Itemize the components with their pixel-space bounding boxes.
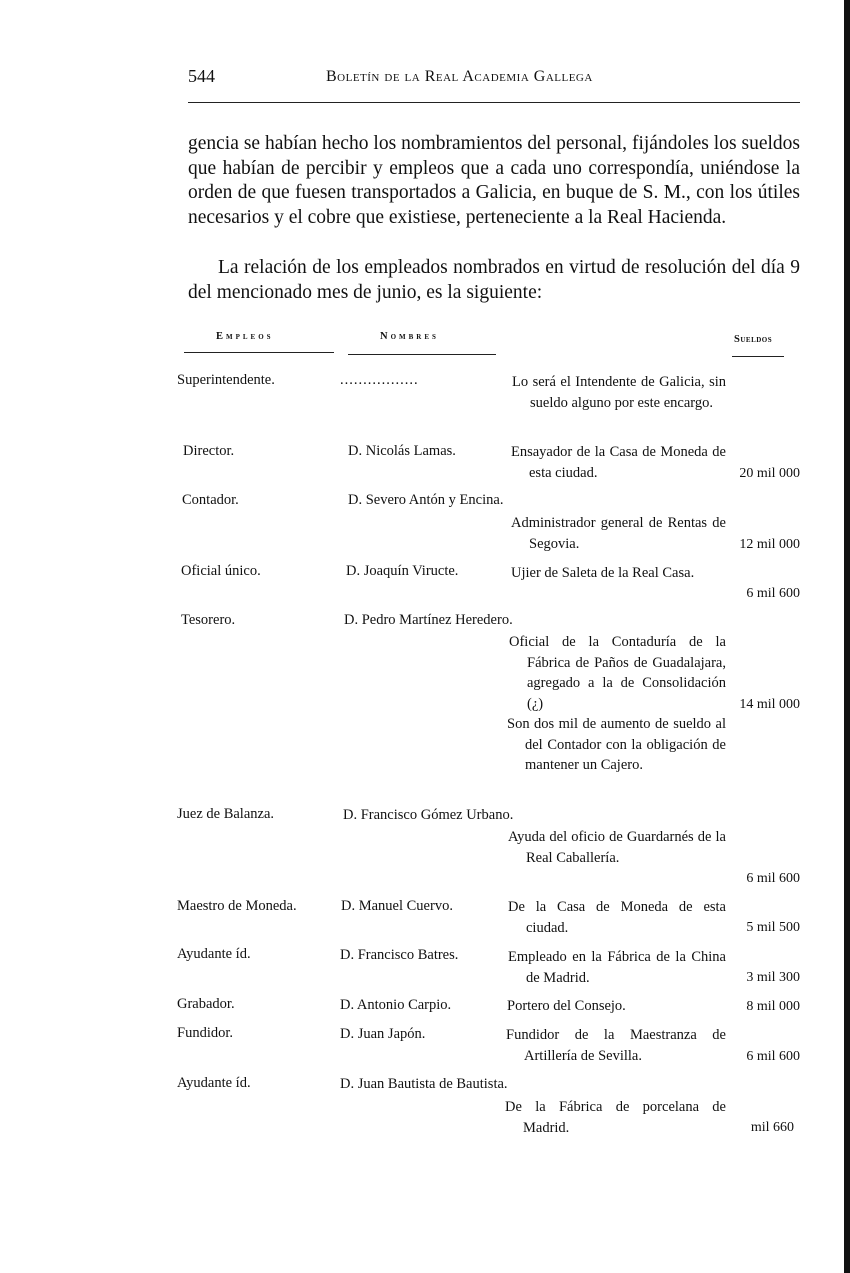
row-nombre: D. Severo Antón y Encina. — [348, 492, 504, 508]
row-sueldo: mil 660 — [750, 1120, 794, 1135]
column-rule-empleos — [184, 352, 334, 353]
row-nombre: D. Joaquín Viructe. — [346, 563, 459, 579]
row-empleo: Oficial único. — [181, 563, 261, 579]
row-observacion: Ensayador de la Casa de Moneda de esta ciudad. — [511, 444, 726, 481]
scan-edge — [844, 0, 850, 1273]
row-sueldo: 6 mil 600 — [746, 871, 800, 886]
row-observacion: Empleado en la Fábrica de la China de Madrid. — [508, 949, 726, 986]
column-header-nombres: Nombres — [380, 331, 439, 342]
header-rule — [188, 102, 800, 103]
column-header-empleos: Empleos — [216, 331, 274, 342]
row-observacion: Oficial de la Contaduría de la Fábrica de Paños de Guadalajara, agregado a la de Consolidación (¿) — [509, 634, 726, 712]
row-nombre: D. Pedro Martínez Heredero. — [344, 612, 513, 628]
row-nombre: D. Juan Japón. — [340, 1026, 426, 1042]
row-sueldo: 6 mil 600 — [746, 1049, 800, 1064]
row-nombre: D. Francisco Batres. — [340, 947, 459, 963]
row-observacion: Ujier de Saleta de la Real Casa. — [511, 565, 695, 581]
page-header — [188, 66, 800, 90]
row-observacion: Portero del Consejo. — [507, 998, 626, 1014]
row-empleo: Director. — [183, 443, 235, 459]
row-sueldo: 12 mil 000 — [739, 537, 800, 552]
row-nombre: D. Manuel Cuervo. — [341, 898, 453, 914]
row-empleo: Contador. — [182, 492, 239, 508]
row-observacion: Ayuda del oficio de Guardarnés de la Real Caballería. — [508, 829, 726, 866]
column-rule-nombres — [348, 354, 496, 355]
row-sueldo: 8 mil 000 — [746, 999, 800, 1014]
row-observacion: De la Casa de Moneda de esta ciudad. — [508, 899, 726, 936]
row-empleo: Ayudante íd. — [177, 1075, 251, 1091]
row-nombre: D. Francisco Gómez Urbano. — [343, 807, 514, 823]
row-empleo: Juez de Balanza. — [177, 806, 275, 822]
row-empleo: Superintendente. — [177, 372, 275, 388]
row-sueldo: 5 mil 500 — [746, 920, 800, 935]
row-nota: Son dos mil de aumento de sueldo al del Contador con la obligación de mantener un Cajero. — [507, 716, 726, 773]
row-observacion: Fundidor de la Maestranza de Artillería de Sevilla. — [506, 1027, 726, 1064]
row-nombre: D. Nicolás Lamas. — [348, 443, 456, 459]
row-nombre: ................. — [340, 372, 419, 388]
body-paragraph-2: La relación de los empleados nombrados en virtud de resolución del día 9 del mencionado mes de junio, es la siguiente: — [188, 257, 800, 303]
row-empleo: Grabador. — [177, 996, 235, 1012]
column-rule-sueldos — [732, 356, 784, 357]
body-paragraph-1: gencia se habían hecho los nombramientos del personal, fijándoles los sueldos que habían de percibir y empleos que a cada uno correspondía, uniéndose la orden de que fuesen transportados a Galicia, en buque de S. M., con los útiles necesarios y el cobre que existiese, perteneciente a la Real Hacienda. — [188, 133, 800, 228]
row-empleo: Fundidor. — [177, 1025, 233, 1041]
row-empleo: Maestro de Moneda. — [177, 898, 297, 914]
row-empleo: Ayudante íd. — [177, 946, 251, 962]
row-sueldo: 20 mil 000 — [739, 466, 800, 481]
running-title: Boletín de la Real Academia Gallega — [326, 68, 593, 85]
row-nombre: D. Juan Bautista de Bautista. — [340, 1076, 508, 1092]
row-observacion: Administrador general de Rentas de Segovia. — [511, 515, 726, 552]
row-sueldo: 3 mil 300 — [746, 970, 800, 985]
row-empleo: Tesorero. — [181, 612, 236, 628]
row-nombre: D. Antonio Carpio. — [340, 997, 452, 1013]
column-header-sueldos: Sueldos — [734, 334, 773, 345]
row-sueldo: 14 mil 000 — [739, 697, 800, 712]
page-number: 544 — [188, 66, 215, 86]
row-sueldo: 6 mil 600 — [746, 586, 800, 601]
row-observacion: Lo será el Intendente de Galicia, sin sueldo alguno por este encargo. — [512, 374, 726, 411]
row-observacion: De la Fábrica de porcelana de Madrid. — [505, 1099, 726, 1136]
